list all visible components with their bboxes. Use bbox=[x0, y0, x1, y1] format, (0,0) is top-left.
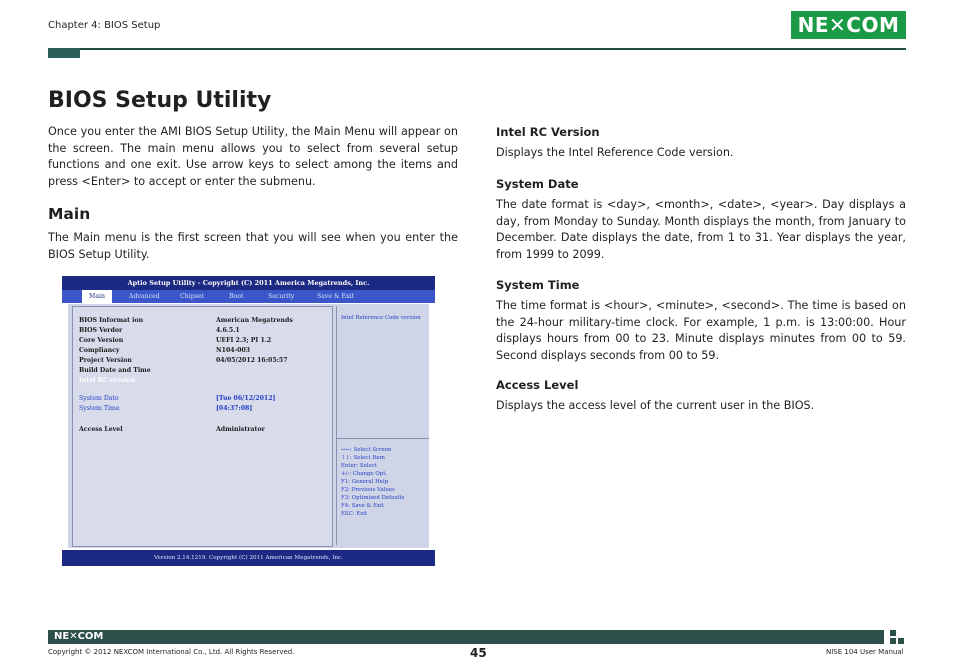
header-rule bbox=[48, 48, 906, 50]
bios-help-key: ↑↓: Select Item bbox=[341, 455, 385, 461]
access-level-heading: Access Level bbox=[496, 378, 579, 392]
bios-menu-bar bbox=[62, 290, 435, 303]
bios-row-label: Compliancy bbox=[79, 347, 120, 354]
bios-row-label: BIOS Informat ion bbox=[79, 317, 144, 324]
page-title: BIOS Setup Utility bbox=[48, 88, 272, 113]
bios-help-key: →←: Select Screen bbox=[341, 447, 392, 453]
bios-help-key: Enter: Select bbox=[341, 463, 377, 469]
bios-menu-security: Security bbox=[268, 293, 295, 300]
bios-info-panel bbox=[72, 306, 333, 547]
intel-rc-version-text: Displays the Intel Reference Code version. bbox=[496, 146, 734, 159]
main-section-description: The Main menu is the first screen that you will see when you enter the BIOS Setup Utility. bbox=[48, 231, 458, 261]
bios-row-label: Project Version bbox=[79, 357, 132, 364]
bios-access-level-label: Access Level bbox=[79, 426, 123, 433]
bios-menu-chipset: Chipset bbox=[180, 293, 204, 300]
header-accent-block bbox=[48, 48, 80, 58]
footer-bar bbox=[48, 630, 884, 644]
bios-system-date-label[interactable]: System Date bbox=[79, 395, 119, 402]
bios-row-label-highlight: Intel RC version bbox=[79, 377, 136, 384]
intel-rc-version-heading: Intel RC Version bbox=[496, 125, 600, 139]
access-level-text: Displays the access level of the current user in the BIOS. bbox=[496, 399, 815, 412]
bios-row-value: UEFI 2.3; PI 1.2 bbox=[216, 337, 272, 344]
bios-system-date-value[interactable]: [Tue 06/12/2012] bbox=[216, 395, 276, 402]
intro-paragraph: Once you enter the AMI BIOS Setup Utility, the Main Menu will appear on the screen. The main menu allows you to select from several setup functions and one exit. Use arrow keys to select among the items and press <Enter> to accept or enter the submenu. bbox=[48, 125, 458, 188]
bios-help-panel bbox=[336, 306, 430, 545]
footer-square bbox=[890, 638, 896, 644]
system-time-heading: System Time bbox=[496, 278, 580, 292]
system-date-text: The date format is <day>, <month>, <date>, <year>. Day displays a day, from Monday to Sunday. Month displays the month, from January to December. Date displays the date, from 1 to 31. Year displays the year, from 1999 to 2099. bbox=[496, 198, 906, 261]
bios-help-key: +/-: Change Opt. bbox=[341, 471, 388, 477]
main-section-heading: Main bbox=[48, 205, 91, 223]
bios-help-key: ESC: Exit bbox=[341, 511, 368, 517]
bios-title-bar: Aptio Setup Utility - Copyright (C) 2011 America Megatrends, Inc. bbox=[62, 276, 435, 290]
bios-row-value: N104-003 bbox=[216, 347, 251, 354]
bios-menu-advanced: Advanced bbox=[129, 293, 160, 300]
bios-row-label: Build Date and Time bbox=[79, 367, 151, 374]
footer-square bbox=[890, 630, 896, 636]
chapter-label: Chapter 4: BIOS Setup bbox=[48, 20, 161, 31]
footer-square bbox=[898, 638, 904, 644]
bios-help-key: F4: Save & Exit bbox=[341, 503, 384, 509]
bios-row-value: 4.6.5.1 bbox=[216, 327, 240, 334]
bios-row-value: 04/05/2012 16:05:57 bbox=[216, 357, 288, 364]
bios-help-title: Intel Reference Code version bbox=[341, 315, 421, 321]
bios-help-key: F2: Previous Values bbox=[341, 487, 395, 493]
bios-row-label: Core Version bbox=[79, 337, 124, 344]
copyright-text: Copyright © 2012 NEXCOM International Co., Ltd. All Rights Reserved. bbox=[48, 648, 295, 656]
bios-menu-save-exit: Save & Exit bbox=[317, 293, 354, 300]
bios-help-key: F3: Optimized Defaults bbox=[341, 495, 405, 501]
bios-access-level-value: Administrator bbox=[216, 426, 265, 433]
manual-name: NISE 104 User Manual bbox=[826, 648, 904, 656]
bios-help-key: F1: General Help bbox=[341, 479, 389, 485]
bios-row-label: BIOS Verdor bbox=[79, 327, 123, 334]
bios-menu-main: Main bbox=[82, 290, 112, 303]
bios-footer-bar: Version 2.14.1219. Copyright (C) 2011 American Megatrends, Inc. bbox=[62, 550, 435, 566]
bios-row-value: American Megatrends bbox=[216, 317, 293, 324]
bios-screenshot bbox=[62, 276, 435, 566]
footer-nexcom-logo: NE✕COM bbox=[54, 631, 104, 642]
nexcom-logo bbox=[791, 11, 906, 39]
bios-help-divider bbox=[336, 438, 429, 439]
bios-system-time-value[interactable]: [04:37:08] bbox=[216, 405, 253, 412]
bios-system-time-label[interactable]: System Time bbox=[79, 405, 120, 412]
system-date-heading: System Date bbox=[496, 177, 579, 191]
page-number: 45 bbox=[470, 646, 487, 660]
bios-body bbox=[68, 304, 429, 548]
bios-menu-boot: Boot bbox=[229, 293, 244, 300]
nexcom-logo-text: NE✕COM bbox=[797, 13, 900, 37]
system-time-text: The time format is <hour>, <minute>, <second>. The time is based on the 24-hour military-time clock. For example, 1 p.m. is 13:00:00. Hour displays hours from 00 to 23. Minute displays minutes from 00 to 59. Second displays seconds from 00 to 59. bbox=[496, 299, 906, 362]
